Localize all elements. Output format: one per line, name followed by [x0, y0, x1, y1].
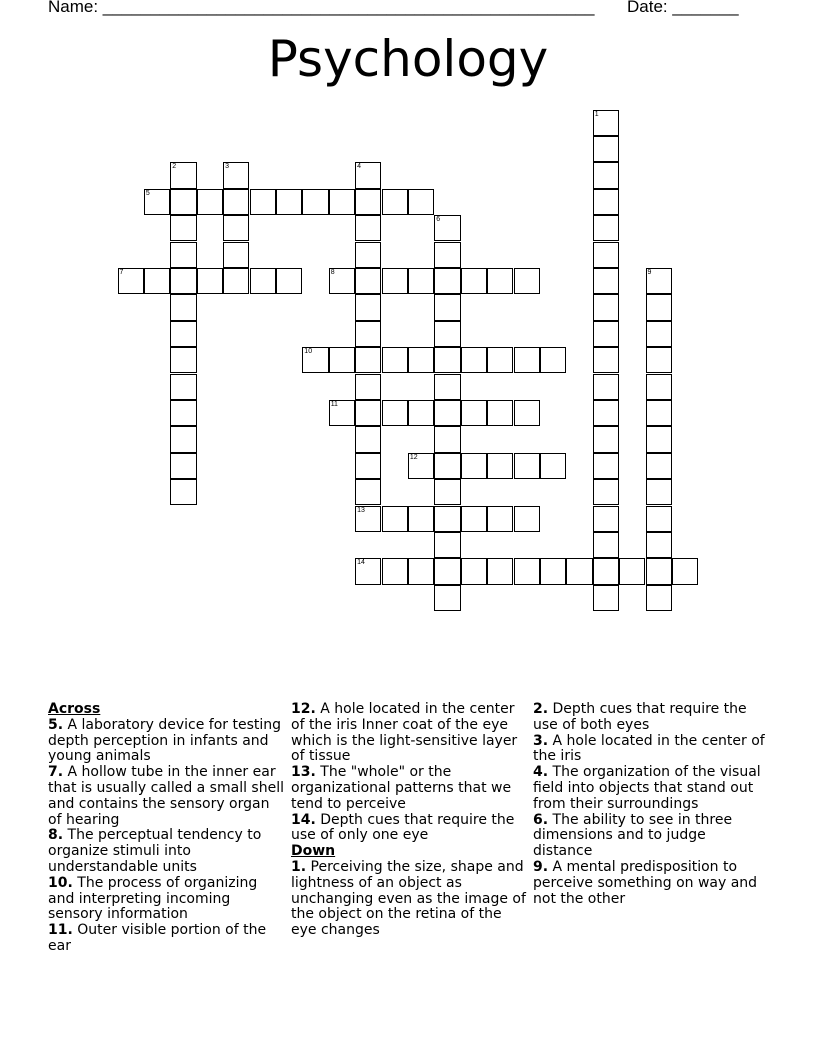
grid-cell[interactable] — [329, 189, 355, 215]
grid-cell[interactable] — [355, 189, 381, 215]
clue-number: 5. — [48, 716, 64, 733]
grid-cell[interactable] — [646, 532, 672, 558]
clue-number: 11. — [48, 922, 73, 939]
cell-number: 8 — [330, 268, 335, 276]
grid-cell[interactable] — [355, 215, 381, 241]
grid-cell[interactable] — [646, 453, 672, 479]
grid-cell[interactable] — [540, 453, 566, 479]
clue-text: A hollow tube in the inner ear that is usually called a small shell and contains the sensory organ of hearing — [48, 764, 284, 828]
grid-cell[interactable] — [329, 347, 355, 373]
cell-number: 7 — [119, 268, 124, 276]
grid-cell[interactable] — [434, 453, 460, 479]
clue-number: 1. — [291, 858, 307, 875]
grid-cell[interactable] — [646, 400, 672, 426]
grid-cell[interactable] — [408, 400, 434, 426]
grid-cell[interactable] — [514, 453, 540, 479]
grid-cell[interactable] — [355, 506, 381, 532]
down-heading: Down — [291, 843, 336, 860]
grid-cell[interactable] — [593, 294, 619, 320]
grid-cell[interactable] — [646, 294, 672, 320]
grid-cell[interactable] — [170, 426, 196, 452]
grid-cell[interactable] — [461, 347, 487, 373]
grid-cell[interactable] — [646, 347, 672, 373]
cell-number: 9 — [647, 268, 652, 276]
grid-cell[interactable] — [170, 162, 196, 188]
clue-across-10 — [48, 876, 284, 923]
clue-text: Outer visible portion of the ear — [48, 922, 267, 954]
grid-cell[interactable] — [355, 558, 381, 584]
grid-cell[interactable] — [593, 506, 619, 532]
grid-cell[interactable] — [250, 189, 276, 215]
grid-cell[interactable] — [514, 400, 540, 426]
grid-cell[interactable] — [223, 215, 249, 241]
clue-text: The ability to see in three dimensions and to judge distance — [533, 811, 733, 860]
cell-number: 6 — [436, 216, 441, 224]
grid-cell[interactable] — [593, 426, 619, 452]
grid-cell[interactable] — [514, 558, 540, 584]
grid-cell[interactable] — [223, 242, 249, 268]
grid-cell[interactable] — [355, 347, 381, 373]
grid-cell[interactable] — [408, 347, 434, 373]
grid-cell[interactable] — [355, 268, 381, 294]
cell-number: 2 — [172, 163, 177, 171]
clue-across-11 — [48, 923, 284, 955]
grid-cell[interactable] — [461, 506, 487, 532]
grid-cell[interactable] — [434, 374, 460, 400]
clue-down-3 — [533, 734, 769, 766]
clue-across-12 — [291, 702, 527, 765]
grid-cell[interactable] — [302, 347, 328, 373]
grid-cell[interactable] — [197, 268, 223, 294]
grid-cell[interactable] — [434, 506, 460, 532]
clue-across-7 — [48, 765, 284, 828]
grid-cell[interactable] — [593, 215, 619, 241]
clue-across-8 — [48, 828, 284, 875]
grid-cell[interactable] — [329, 400, 355, 426]
grid-cell[interactable] — [593, 268, 619, 294]
clue-text: The perceptual tendency to organize stimuli into understandable units — [48, 827, 262, 875]
grid-cell[interactable] — [540, 558, 566, 584]
clue-text: A hole located in the center of the iris — [533, 732, 765, 765]
grid-cell[interactable] — [593, 453, 619, 479]
cell-number: 3 — [225, 163, 229, 171]
grid-cell[interactable] — [170, 268, 196, 294]
cell-number: 5 — [145, 189, 150, 197]
grid-cell[interactable] — [170, 321, 196, 347]
grid-cell[interactable] — [514, 347, 540, 373]
grid-cell[interactable] — [355, 321, 381, 347]
grid-cell[interactable] — [434, 479, 460, 505]
grid-cell[interactable] — [434, 400, 460, 426]
clue-number: 7. — [48, 764, 64, 781]
grid-cell[interactable] — [170, 215, 196, 241]
clue-column-1 — [48, 702, 284, 955]
date-field-label: Date: _______ — [627, 0, 739, 16]
grid-cell[interactable] — [276, 268, 302, 294]
grid-cell[interactable] — [355, 294, 381, 320]
grid-cell[interactable] — [646, 374, 672, 400]
grid-cell[interactable] — [170, 479, 196, 505]
grid-cell[interactable] — [223, 162, 249, 188]
grid-cell[interactable] — [434, 215, 460, 241]
clue-number: 8. — [48, 827, 64, 844]
grid-cell[interactable] — [646, 268, 672, 294]
clue-number: 10. — [48, 874, 73, 891]
grid-cell[interactable] — [197, 189, 223, 215]
cell-number: 11 — [330, 400, 338, 408]
grid-cell[interactable] — [593, 242, 619, 268]
grid-cell[interactable] — [646, 506, 672, 532]
grid-cell[interactable] — [382, 268, 408, 294]
grid-cell[interactable] — [646, 558, 672, 584]
cell-number: 4 — [357, 163, 361, 171]
clue-text: Perceiving the size, shape and lightness of an object as unchanging even as the image of the object on the retina of the eye changes — [291, 858, 526, 939]
cell-number: 12 — [409, 453, 418, 461]
clue-text: A laboratory device for testing depth perception in infants and young animals — [48, 716, 282, 765]
grid-cell[interactable] — [487, 558, 513, 584]
grid-cell[interactable] — [144, 268, 170, 294]
grid-cell[interactable] — [355, 426, 381, 452]
grid-cell[interactable] — [434, 426, 460, 452]
grid-cell[interactable] — [434, 294, 460, 320]
clue-column-2 — [291, 702, 527, 939]
clue-down-2 — [533, 702, 769, 734]
grid-cell[interactable] — [170, 374, 196, 400]
grid-cell[interactable] — [566, 558, 592, 584]
grid-cell[interactable] — [382, 400, 408, 426]
cell-number: 13 — [357, 506, 365, 514]
grid-cell[interactable] — [355, 242, 381, 268]
grid-cell[interactable] — [593, 400, 619, 426]
clue-across-14 — [291, 813, 527, 845]
grid-cell[interactable] — [170, 242, 196, 268]
cell-number: 1 — [594, 110, 599, 118]
grid-cell[interactable] — [223, 189, 249, 215]
grid-cell[interactable] — [646, 426, 672, 452]
grid-cell[interactable] — [170, 294, 196, 320]
grid-cell[interactable] — [434, 558, 460, 584]
clue-text: A mental predisposition to perceive something on way and not the other — [533, 858, 758, 907]
clue-number: 6. — [533, 811, 549, 828]
grid-cell[interactable] — [593, 162, 619, 188]
grid-cell[interactable] — [434, 268, 460, 294]
clue-number: 4. — [533, 764, 549, 781]
across-heading: Across — [48, 701, 101, 717]
clue-number: 3. — [533, 732, 549, 749]
grid-cell[interactable] — [382, 189, 408, 215]
grid-cell[interactable] — [434, 347, 460, 373]
grid-cell[interactable] — [593, 110, 619, 136]
clue-down-9 — [533, 860, 769, 907]
clue-text: The process of organizing and interpreting incoming sensory information — [48, 874, 258, 923]
clue-text: Depth cues that require the use of only one eye — [291, 811, 515, 844]
grid-cell[interactable] — [170, 347, 196, 373]
grid-cell[interactable] — [382, 558, 408, 584]
grid-cell[interactable] — [646, 585, 672, 611]
grid-cell[interactable] — [408, 189, 434, 215]
grid-cell[interactable] — [170, 189, 196, 215]
clue-text: Depth cues that require the use of both eyes — [533, 701, 747, 733]
grid-cell[interactable] — [593, 558, 619, 584]
clue-number: 13. — [291, 764, 316, 781]
clue-number: 2. — [533, 701, 549, 717]
grid-cell[interactable] — [408, 506, 434, 532]
grid-cell[interactable] — [250, 268, 276, 294]
grid-cell[interactable] — [646, 321, 672, 347]
grid-cell[interactable] — [672, 558, 698, 584]
grid-cell[interactable] — [487, 268, 513, 294]
grid-cell[interactable] — [593, 374, 619, 400]
grid-cell[interactable] — [382, 347, 408, 373]
clue-text: The organization of the visual field into objects that stand out from their surroundings — [533, 764, 761, 812]
grid-cell[interactable] — [619, 558, 645, 584]
grid-cell[interactable] — [355, 479, 381, 505]
clue-down-4 — [533, 765, 769, 812]
grid-cell[interactable] — [355, 453, 381, 479]
grid-cell[interactable] — [408, 268, 434, 294]
grid-cell[interactable] — [302, 189, 328, 215]
clue-number: 12. — [291, 701, 316, 717]
clue-across-13 — [291, 765, 527, 812]
grid-cell[interactable] — [514, 268, 540, 294]
grid-cell[interactable] — [329, 268, 355, 294]
clue-number: 9. — [533, 858, 549, 875]
clue-column-3 — [533, 702, 769, 907]
grid-cell[interactable] — [355, 162, 381, 188]
grid-cell[interactable] — [514, 506, 540, 532]
grid-cell[interactable] — [434, 532, 460, 558]
grid-cell[interactable] — [461, 558, 487, 584]
grid-cell[interactable] — [646, 479, 672, 505]
grid-cell[interactable] — [487, 453, 513, 479]
grid-cell[interactable] — [540, 347, 566, 373]
grid-cell[interactable] — [487, 400, 513, 426]
grid-cell[interactable] — [434, 321, 460, 347]
grid-cell[interactable] — [170, 400, 196, 426]
grid-cell[interactable] — [461, 268, 487, 294]
grid-cell[interactable] — [434, 242, 460, 268]
grid-cell[interactable] — [144, 189, 170, 215]
grid-cell[interactable] — [593, 479, 619, 505]
grid-cell[interactable] — [355, 374, 381, 400]
cell-number: 10 — [304, 348, 313, 356]
grid-cell[interactable] — [223, 268, 249, 294]
clue-down-6 — [533, 813, 769, 860]
grid-cell[interactable] — [593, 347, 619, 373]
clue-text: The "whole" or the organizational patterns that we tend to perceive — [291, 764, 512, 812]
clue-across-5 — [48, 718, 284, 765]
grid-cell[interactable] — [461, 453, 487, 479]
grid-cell[interactable] — [118, 268, 144, 294]
grid-cell[interactable] — [461, 400, 487, 426]
grid-cell[interactable] — [170, 453, 196, 479]
grid-cell[interactable] — [408, 558, 434, 584]
cell-number: 14 — [357, 559, 365, 567]
grid-cell[interactable] — [276, 189, 302, 215]
grid-cell[interactable] — [593, 532, 619, 558]
name-field-label: Name: ____________________________________________________ — [48, 0, 595, 16]
grid-cell[interactable] — [593, 585, 619, 611]
grid-cell[interactable] — [593, 321, 619, 347]
grid-cell[interactable] — [434, 585, 460, 611]
clue-text: A hole located in the center of the iris Inner coat of the eye which is the light-sensitive layer of tissue — [291, 701, 518, 765]
clue-number: 14. — [291, 811, 316, 828]
grid-cell[interactable] — [593, 189, 619, 215]
grid-cell[interactable] — [593, 136, 619, 162]
grid-cell[interactable] — [355, 400, 381, 426]
grid-cell[interactable] — [487, 347, 513, 373]
grid-cell[interactable] — [408, 453, 434, 479]
grid-cell[interactable] — [382, 506, 408, 532]
clue-down-1 — [291, 860, 527, 939]
page-title: Psychology — [267, 30, 549, 88]
grid-cell[interactable] — [487, 506, 513, 532]
